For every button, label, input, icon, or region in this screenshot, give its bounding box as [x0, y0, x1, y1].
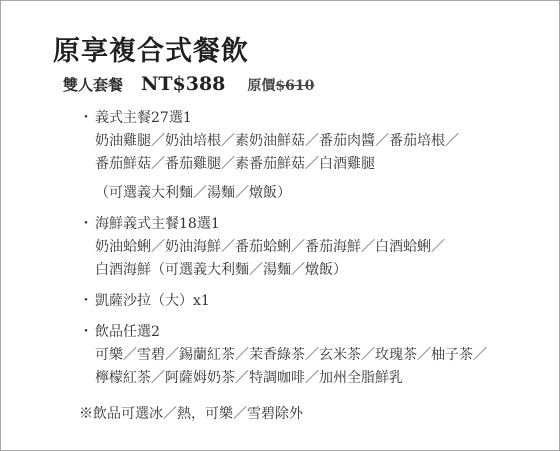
- price-row: [63, 73, 314, 95]
- menu-item-drinks: [79, 321, 539, 390]
- menu-item-line: （可選義大利麵／湯麵／燉飯）: [95, 185, 291, 201]
- bullet-icon: ・: [79, 324, 93, 340]
- menu-item-line: 檸檬紅茶／阿薩姆奶茶／特調咖啡／加州全脂鮮乳: [95, 370, 403, 386]
- menu-item-list: [79, 107, 539, 390]
- menu-item-pasta: [79, 107, 539, 205]
- menu-item-line: 可樂／雪碧／錫蘭紅茶／茉香綠茶／玄米茶／玫瑰茶／柚子茶／: [95, 347, 487, 363]
- menu-item-line: 白酒海鮮（可選義大利麵／湯麵／燉飯）: [95, 262, 347, 278]
- drink-note: ※飲品可選冰／熱，可樂／雪碧除外: [79, 406, 303, 422]
- menu-item-line: 奶油蛤蜊／奶油海鮮／番茄蛤蜊／番茄海鮮／白酒蛤蜊／: [95, 239, 445, 255]
- menu-item-title: 海鮮義式主餐18選1: [95, 216, 220, 232]
- bullet-icon: ・: [79, 293, 93, 309]
- original-price: $610: [275, 78, 315, 94]
- menu-item-title: 凱薩沙拉（大）x1: [95, 293, 210, 309]
- menu-item-title: 義式主餐27選1: [95, 110, 192, 126]
- set-name: 雙人套餐: [63, 76, 124, 94]
- original-price-label: 原價: [247, 78, 276, 94]
- menu-item-line: 番茄鮮菇／番茄雞腿／素番茄鮮菇／白酒雞腿: [95, 156, 375, 172]
- bullet-icon: ・: [79, 110, 93, 126]
- restaurant-title: 原享複合式餐飲: [53, 36, 249, 67]
- menu-item-title: 飲品任選2: [95, 324, 160, 340]
- menu-item-seafood: [79, 213, 539, 282]
- set-price: NT$388: [141, 73, 226, 95]
- menu-item-line: 奶油雞腿／奶油培根／素奶油鮮菇／番茄肉醬／番茄培根／: [95, 133, 459, 149]
- bullet-icon: ・: [79, 216, 93, 232]
- menu-item-salad: [79, 290, 539, 313]
